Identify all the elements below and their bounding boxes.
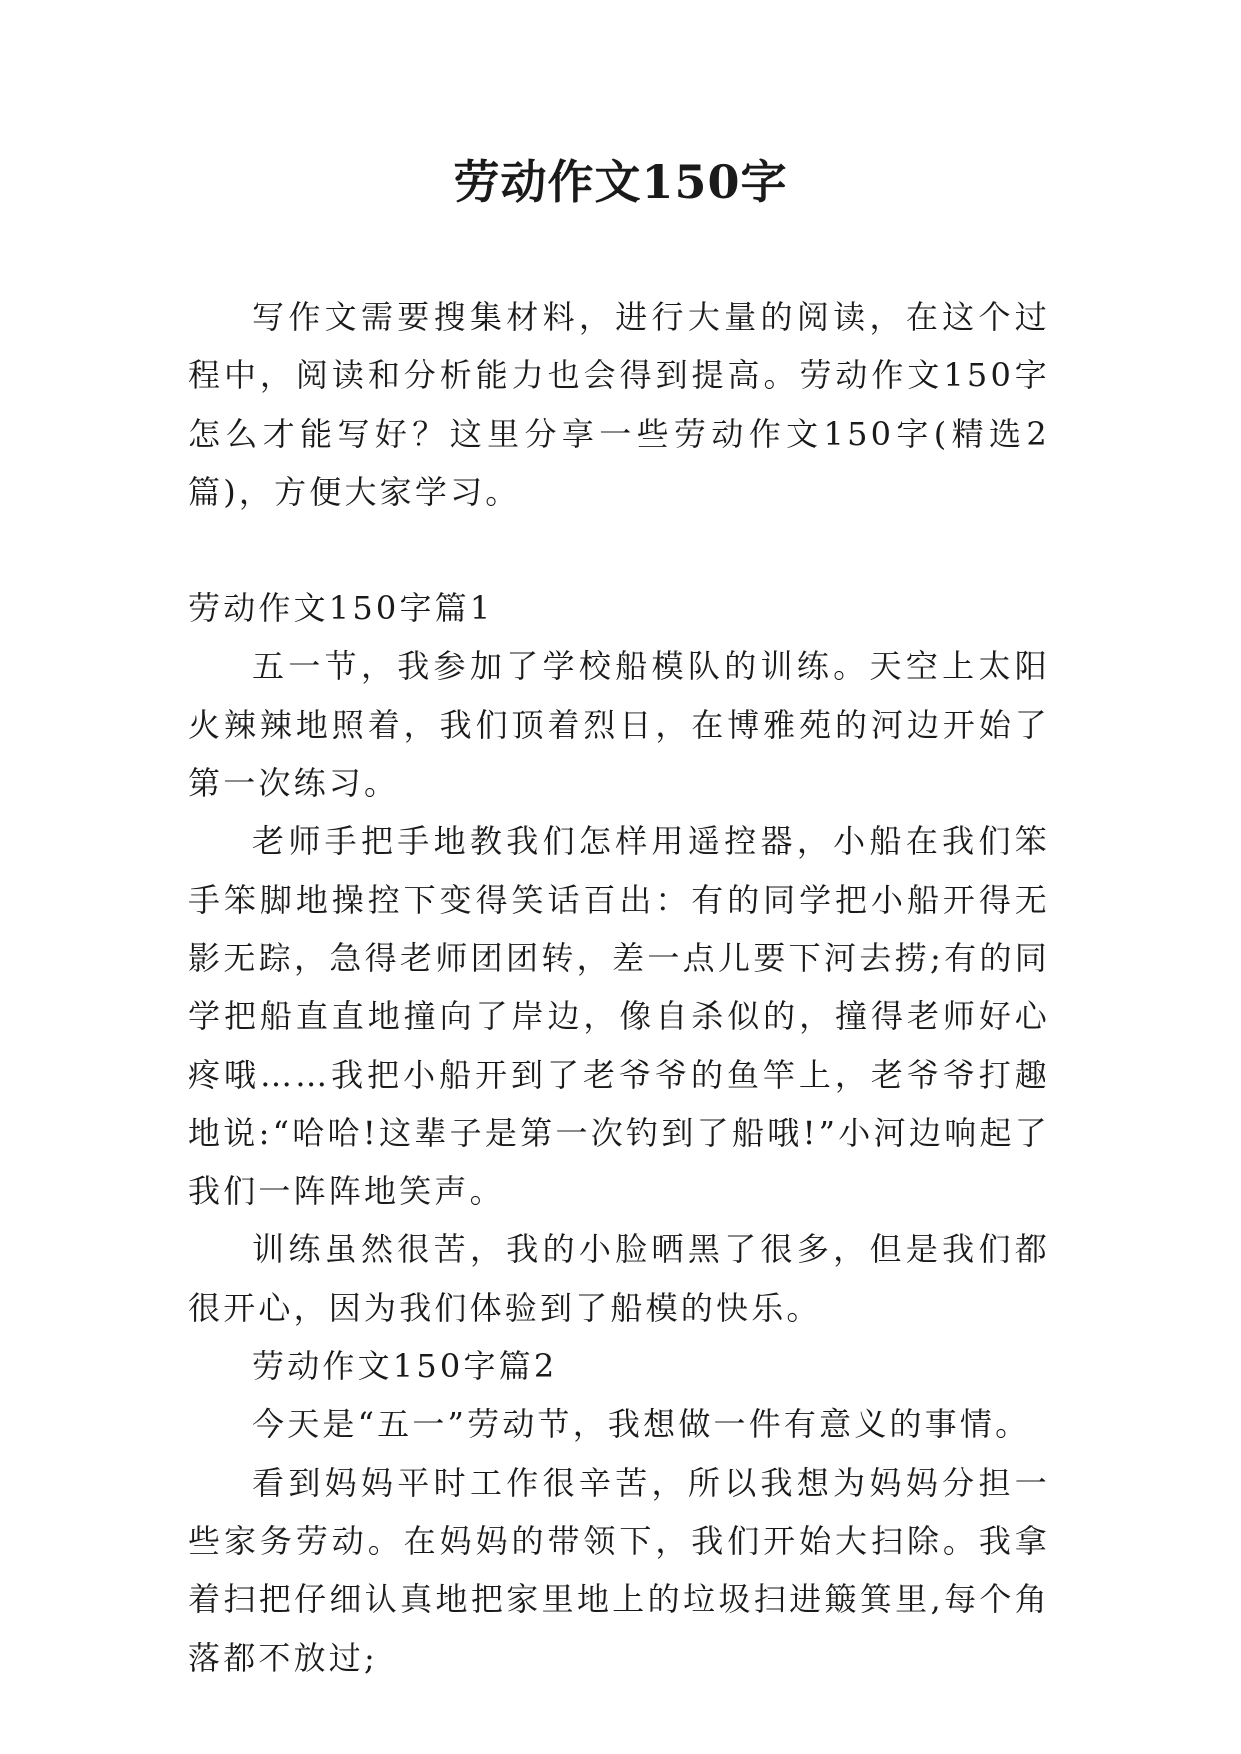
section1-paragraph-1: 五一节，我参加了学校船模队的训练。天空上太阳火辣辣地照着，我们顶着烈日，在博雅苑的河边开始了第一次练习。 [188, 647, 1050, 803]
section-spacer [188, 521, 1050, 579]
section2-paragraph-2: 看到妈妈平时工作很辛苦，所以我想为妈妈分担一些家务劳动。在妈妈的带领下，我们开始大扫除。我拿着扫把仔细认真地把家里地上的垃圾扫进簸箕里,每个角落都不放过; [188, 1463, 1050, 1677]
document-title: 劳动作文150字 [453, 155, 788, 209]
intro-paragraph: 写作文需要搜集材料，进行大量的阅读，在这个过程中，阅读和分析能力也会得到提高。劳动作文150字怎么才能写好？这里分享一些劳动作文150字(精选2篇)，方便大家学习。 [188, 298, 1050, 511]
section2-paragraph-1: 今天是“五一”劳动节，我想做一件有意义的事情。 [252, 1405, 1031, 1444]
section1-paragraph-3: 训练虽然很苦，我的小脸晒黑了很多，但是我们都很开心，因为我们体验到了船模的快乐。 [188, 1230, 1050, 1327]
document-body [188, 288, 1050, 1687]
section1-paragraph-2: 老师手把手地教我们怎样用遥控器，小船在我们笨手笨脚地操控下变得笑话百出：有的同学把小船开得无影无踪，急得老师团团转，差一点儿要下河去捞;有的同学把船直直地撞向了岸边，像自杀似的，撞得老师好心疼哦……我把小船开到了老爷爷的鱼竿上，老爷爷打趣地说:“哈哈!这辈子是第一次钓到了船哦!”小河边响起了我们一阵阵地笑声。 [188, 822, 1050, 1211]
section2-heading: 劳动作文150字篇2 [252, 1347, 558, 1386]
section1-heading: 劳动作文150字篇1 [188, 589, 494, 628]
